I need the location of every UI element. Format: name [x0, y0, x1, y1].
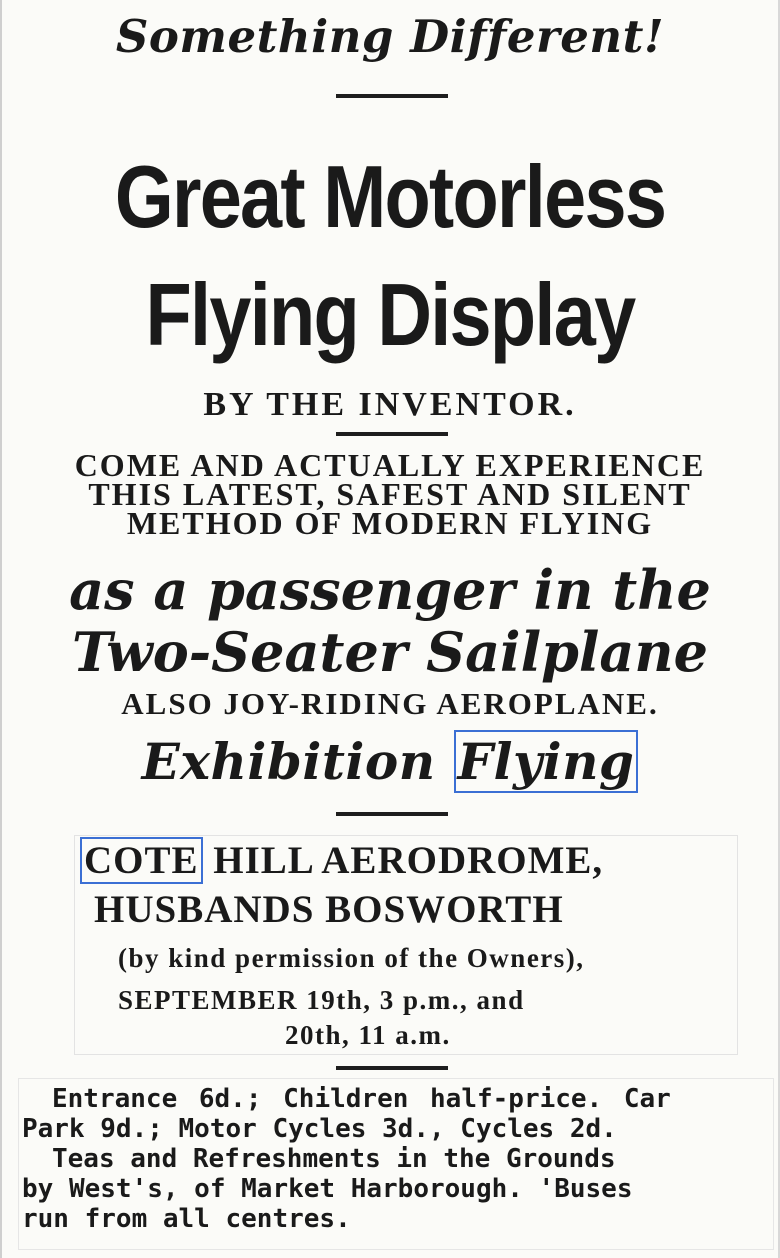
divider-rule — [336, 1066, 448, 1070]
divider-rule — [336, 812, 448, 816]
title-line-1: Great Motorless — [114, 147, 666, 246]
venue-cote-word: COTE — [80, 837, 203, 884]
also-line: ALSO JOY-RIDING AEROPLANE. — [121, 686, 659, 721]
flying-word: Flying — [454, 730, 639, 793]
venue-rest: HILL AERODROME, — [213, 839, 604, 882]
divider-rule — [336, 94, 448, 98]
divider-rule — [336, 432, 448, 436]
passenger-line-2: Two-Seater Sailplane — [72, 620, 708, 684]
passenger-line-1: as a passenger in the — [69, 558, 711, 622]
venue-line-1 — [80, 838, 603, 883]
headline: Something Different! — [115, 10, 665, 63]
info-line-5: run from all centres. — [22, 1204, 351, 1234]
info-line-4: by West's, of Market Harborough. 'Buses — [22, 1174, 633, 1204]
date-line-2: 20th, 11 a.m. — [285, 1020, 451, 1050]
venue-line-2: HUSBANDS BOSWORTH — [94, 888, 564, 931]
date-line-1: SEPTEMBER 19th, 3 p.m., and — [118, 985, 525, 1015]
come-line-3: METHOD OF MODERN FLYING — [126, 505, 654, 541]
by-line: BY THE INVENTOR. — [203, 386, 577, 423]
title-line-2: Flying Display — [145, 265, 635, 364]
exhibition-flying-heading — [0, 732, 780, 791]
come-line-2: THIS LATEST, SAFEST AND SILENT — [88, 476, 692, 512]
exhibition-word: Exhibition — [141, 732, 436, 791]
info-line-3: Teas and Refreshments in the Grounds — [52, 1144, 616, 1174]
info-line-2: Park 9d.; Motor Cycles 3d., Cycles 2d. — [22, 1114, 617, 1144]
come-line-1: COME AND ACTUALLY EXPERIENCE — [74, 447, 706, 483]
info-line-1: Entrance 6d.; Children half-price. Car — [52, 1084, 671, 1114]
permission-line: (by kind permission of the Owners), — [118, 943, 585, 973]
